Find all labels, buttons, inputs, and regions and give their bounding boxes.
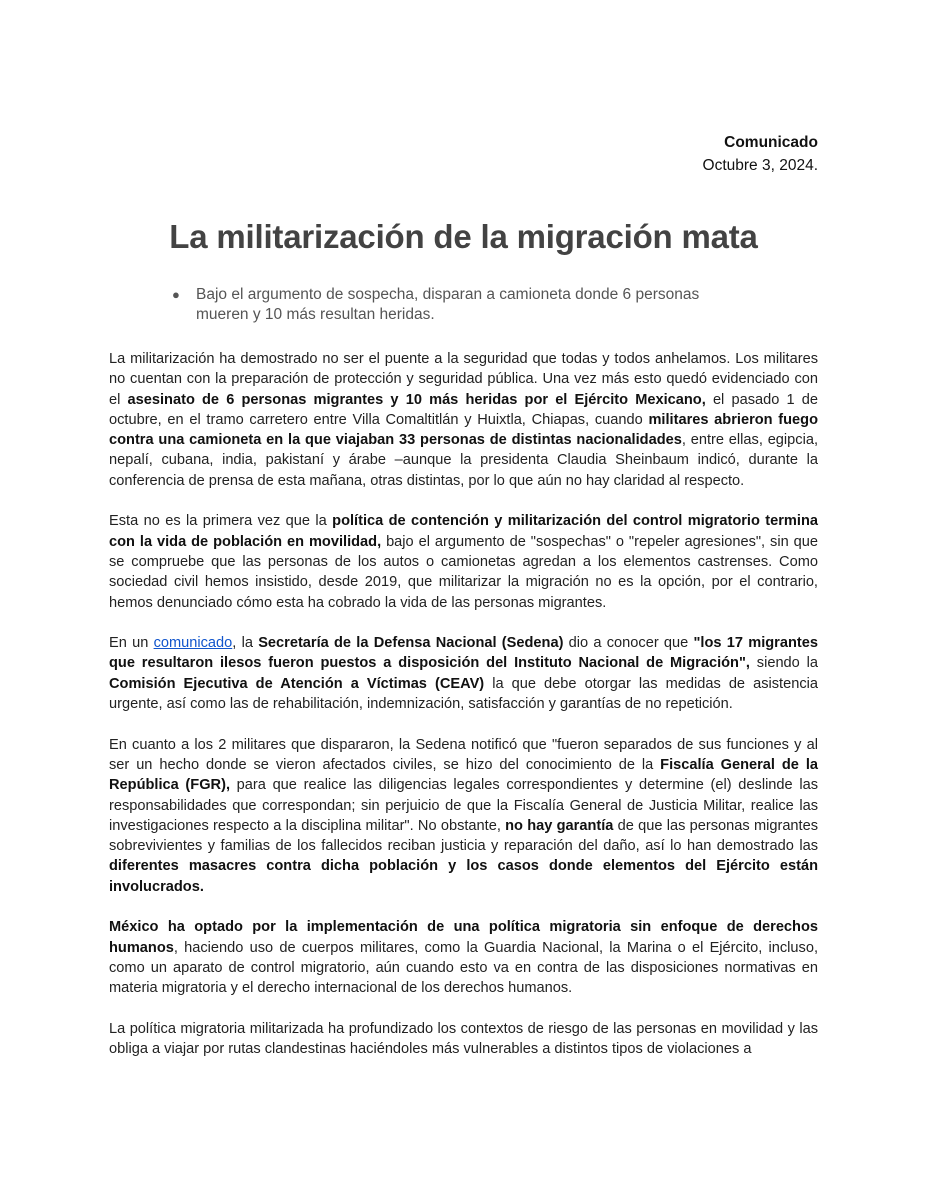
paragraph-3-bold-2: "los 17 migrantes que resultaron ilesos fueron puestos a disposición del Instituto Nacional de Migración", [109,635,818,672]
paragraph-3-text-2: , la [232,635,259,652]
paragraph-1 [109,349,818,491]
paragraph-4 [109,735,818,897]
paragraph-6-text-1: La política migratoria militarizada ha profundizado los contextos de riesgo de las personas en movilidad y las obliga a viajar por rutas clandestinas haciéndoles más vulnerables a distintos tipos de violaciones a [109,1020,818,1058]
paragraph-2 [109,511,818,612]
paragraph-3-text-4: siendo la [749,655,818,672]
paragraph-2-text-2: bajo el argumento de "sospechas" o "repeler agresiones", sin que se compruebe que las personas de los autos o camionetas agredan a los elementos castrenses. Como sociedad civil hemos insistido, desde 2019, que militarizar la migración no es la opción, por el contrario, hemos denunciado cómo esta ha cobrado la vida de las personas migrantes. [109,533,818,611]
paragraph-3-text-3: dio a conocer que [563,635,694,652]
document-body [109,349,818,1080]
summary-bullet-text: Bajo el argumento de sospecha, disparan a camioneta donde 6 personas mueren y 10 más resultan heridas. [196,286,700,323]
paragraph-3-bold-1: Secretaría de la Defensa Nacional (Sedena) [258,635,564,652]
paragraph-4-bold-2: no hay garantía [505,817,614,834]
paragraph-3-bold-3: Comisión Ejecutiva de Atención a Víctimas (CEAV) [109,675,485,692]
document-type-label: Comunicado [724,134,818,151]
paragraph-1-text-2: el pasado 1 de octubre, en el tramo carretero entre Villa Comaltitlán y Huixtla, Chiapas, cuando [109,391,818,428]
summary-bullet-list [172,285,742,325]
comunicado-link[interactable]: comunicado [153,635,233,652]
paragraph-4-text-3: de que las personas migrantes sobrevivientes y familias de los fallecidos reciban justicia y reparación del daño, así lo han demostrado las [109,817,819,855]
paragraph-4-text-2: para que realice las diligencias legales correspondientes y determine (el) deslinde las responsabilidades que correspondan; sin perjuicio de que la Fiscalía General de Justicia Militar, realice las investigaciones respecto a la disciplina militar". No obstante, [109,777,818,834]
paragraph-1-text-3: , entre ellas, egipcia, nepalí, cubana, india, pakistaní y árabe –aunque la presidenta Claudia Sheinbaum indicó, durante la conferencia de prensa de esta mañana, otras distintas, por lo que aún no hay claridad al respecto. [109,432,818,489]
paragraph-3-text-5: la que debe otorgar las medidas de asistencia urgente, así como las de rehabilitación, indemnización, satisfacción y garantías de no repetición. [109,675,819,713]
paragraph-6 [109,1019,818,1060]
paragraph-5-text-1: , haciendo uso de cuerpos militares, como la Guardia Nacional, la Marina o el Ejército, incluso, como un aparato de control migratorio, aún cuando esto va en contra de las disposiciones normativas en materia migratoria y el derecho internacional de los derechos humanos. [109,939,818,997]
paragraph-1-bold-1: asesinato de 6 personas migrantes y 10 más heridas por el Ejército Mexicano, [127,391,706,408]
paragraph-2-text-1: Esta no es la primera vez que la [109,513,333,530]
paragraph-5 [109,917,818,998]
paragraph-3 [109,633,818,714]
paragraph-4-bold-1: Fiscalía General de la República (FGR), [109,756,818,794]
paragraph-4-bold-3: diferentes masacres contra dicha población y los casos donde elementos del Ejército están involucrados. [109,858,818,895]
paragraph-1-bold-2: militares abrieron fuego contra una camioneta en la que viajaban 33 personas de distintas nacionalidades [109,411,818,449]
paragraph-1-text-1: La militarización ha demostrado no ser el puente a la seguridad que todas y todos anhelamos. Los militares no cuentan con la preparación de protección y seguridad pública. Una vez más esto quedó evidenciado con el [109,351,818,408]
paragraph-2-bold-1: política de contención y militarización del control migratorio termina con la vida de población en movilidad, [109,513,818,550]
summary-bullet [172,285,742,325]
page-title: La militarización de la migración mata [169,218,758,255]
paragraph-4-text-1: En cuanto a los 2 militares que dispararon, la Sedena notificó que "fueron separados de sus funciones y al ser un hecho donde se vieron afectados civiles, se hizo del conocimiento de la [109,736,818,773]
paragraph-3-text-1: En un [109,635,154,652]
document-date: Octubre 3, 2024. [702,157,818,174]
paragraph-5-bold-1: México ha optado por la implementación de una política migratoria sin enfoque de derechos humanos [109,919,818,956]
bullet-dot-icon: ● [172,287,180,302]
header-block [703,131,818,177]
